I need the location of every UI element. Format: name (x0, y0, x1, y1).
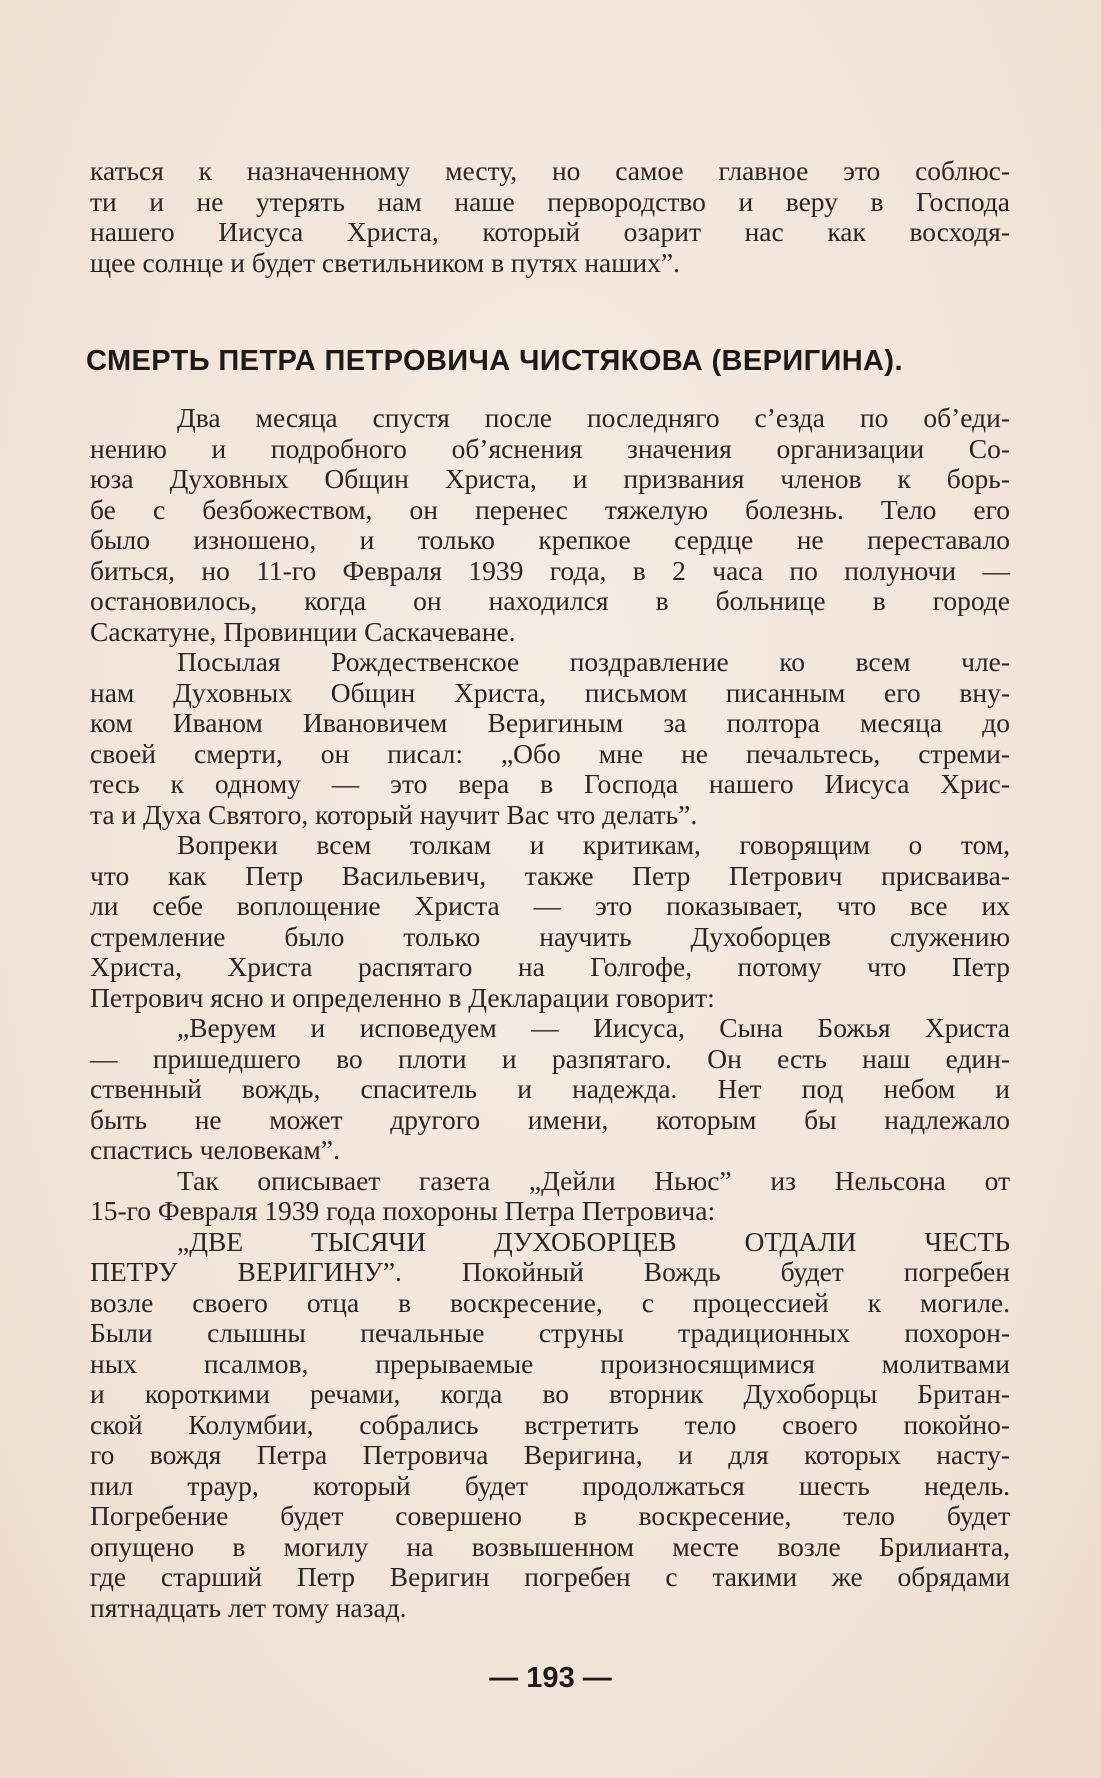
text-line: было изношено, и только крепкое сердце не переставало (90, 524, 1010, 555)
text-line: ных псалмов, прерываемые произносящимися молитвами (90, 1347, 1010, 1379)
text-line: ком Иваном Ивановичем Веригиным за полтора месяца до (90, 707, 1010, 738)
text-line: Так описывает газета „Дейли Ньюс” из Нельсона от (177, 1164, 1010, 1196)
text-line: Петрович ясно и определенно в Декларации говорит: (90, 981, 715, 1013)
text-line: пил траур, который будет продолжаться шесть недель. (90, 1469, 1010, 1501)
quote-line: спастись человекам”. (90, 1134, 340, 1165)
text-line: каться к назначенному месту, но самое главное это соблюс- (90, 155, 1010, 186)
text-line: Погребение будет совершено в воскресение, тело будет (90, 1500, 1010, 1531)
text-line: своей смерти, он писал: „Обо мне не печальтесь, стреми- (90, 737, 1010, 769)
text-line: опущено в могилу на возвышенном месте возле Брилианта, (90, 1530, 1010, 1562)
text-line: бе с безбожеством, он перенес тяжелую болезнь. Тело его (90, 493, 1010, 525)
page-number: — 193 — (489, 1662, 612, 1694)
text-line: Посылая Рождественское поздравление ко всем чле- (177, 646, 1010, 677)
text-line: тесь к одному — это вера в Господа нашего Иисуса Хрис- (90, 768, 1010, 799)
text-line: го вождя Петра Петровича Веригина, и для которых насту- (90, 1439, 1010, 1470)
text-line: где старший Петр Веригин погребен с такими же обрядами (90, 1561, 1010, 1592)
text-line: что как Петр Васильевич, также Петр Петрович присваива- (90, 859, 1010, 891)
text-line: Саскатуне, Провинции Саскачеване. (90, 615, 516, 647)
text-line: и короткими речами, когда во вторник Духоборцы Британ- (90, 1378, 1010, 1409)
text-line: щее солнце и будет светильником в путях наших”. (90, 246, 680, 278)
text-line: биться, но 11-го Февраля 1939 года, в 2 часа по полуночи — (90, 554, 1010, 586)
intro-paragraph (90, 156, 1010, 278)
text-line: ти и не утерять нам наше первородство и веру в Господа (90, 185, 1010, 217)
text-line: остановилось, когда он находился в больнице в городе (90, 585, 1010, 616)
text-line: ской Колумбии, собрались встретить тело своего покойно- (90, 1408, 1010, 1440)
text-line: та и Духа Святого, который научит Вас что делать”. (90, 798, 698, 830)
section-heading: СМЕРТЬ ПЕТРА ПЕТРОВИЧА ЧИСТЯКОВА (ВЕРИГИНА). (86, 345, 903, 377)
quote-line: — пришедшего во плоти и разпятаго. Он есть наш един- (90, 1042, 1010, 1074)
text-line: ПЕТРУ ВЕРИГИНУ”. Покойный Вождь будет погребен (90, 1256, 1010, 1287)
quote-line: быть не может другого имени, которым бы надлежало (90, 1103, 1010, 1135)
text-line: Христа, Христа распятаго на Голгофе, потому что Петр (90, 951, 1010, 982)
text-line: нению и подробного об’яснения значения организации Со- (90, 432, 1010, 464)
text-line: пятнадцать лет тому назад. (90, 1591, 407, 1623)
text-line: возле своего отца в воскресение, с процессией к могиле. (90, 1286, 1010, 1318)
text-line: стремление было только научить Духоборцев служению (90, 920, 1010, 952)
section-body (90, 403, 1010, 1623)
text-line: юза Духовных Общин Христа, и призвания членов к борь- (90, 463, 1010, 494)
quote-line: „Веруем и исповедуем — Иисуса, Сына Божья Христа (177, 1012, 1010, 1043)
text-line: нам Духовных Общин Христа, письмом писанным его вну- (90, 676, 1010, 708)
text-line: 15-го Февраля 1939 года похороны Петра Петровича: (90, 1195, 716, 1226)
text-line: Были слышны печальные струны традиционных похорон- (90, 1317, 1010, 1348)
text-line: Два месяца спустя после последняго с’езда по об’еди- (177, 402, 1010, 433)
text-line: Вопреки всем толкам и критикам, говорящим о том, (177, 829, 1010, 860)
newspaper-headline-line: „ДВЕ ТЫСЯЧИ ДУХОБОРЦЕВ ОТДАЛИ ЧЕСТЬ (177, 1225, 1010, 1257)
quote-line: ственный вождь, спаситель и надежда. Нет под небом и (90, 1073, 1010, 1104)
text-line: нашего Иисуса Христа, который озарит нас как восходя- (90, 216, 1010, 247)
text-line: ли себе воплощение Христа — это показывает, что все их (90, 890, 1010, 921)
